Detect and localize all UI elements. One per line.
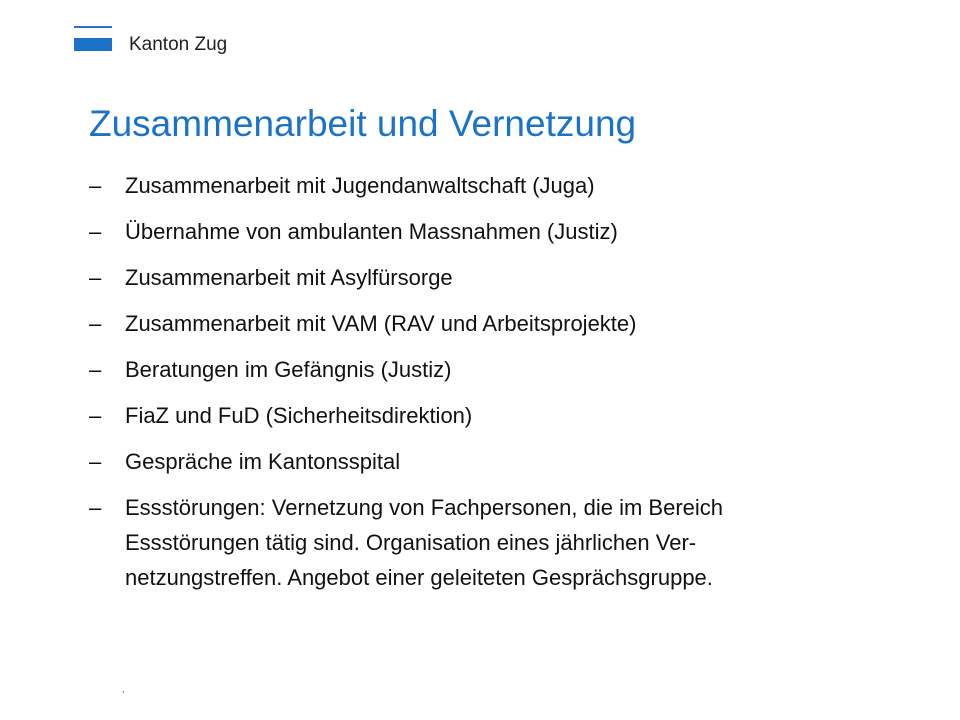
bullet-item — [89, 398, 889, 433]
bullet-item-essstoerungen — [89, 490, 889, 595]
bullet-dash: – — [89, 265, 102, 290]
bullet-text: FiaZ und FuD (Sicherheitsdirektion) — [125, 403, 473, 428]
bullet-text: Gespräche im Kantonsspital — [125, 449, 401, 474]
bullet-dash: – — [89, 219, 102, 244]
bullet-text-line: netzungstreffen. Angebot einer geleiteten Gesprächsgruppe. — [125, 565, 713, 590]
bullet-item — [89, 306, 889, 341]
bullet-text: Beratungen im Gefängnis (Justiz) — [125, 357, 452, 382]
bullet-dash: – — [89, 495, 102, 520]
bullet-dash: – — [89, 357, 102, 382]
bullet-item — [89, 444, 889, 479]
bullet-text-line: Essstörungen tätig sind. Organisation eines jährlichen Ver- — [125, 530, 697, 555]
bullet-text: Zusammenarbeit mit VAM (RAV und Arbeitsprojekte) — [125, 311, 637, 336]
bullet-text: Zusammenarbeit mit Jugendanwaltschaft (Juga) — [125, 173, 595, 198]
bullet-dash: – — [89, 403, 102, 428]
bullet-list — [89, 168, 889, 606]
logo-thin-bar — [74, 26, 112, 28]
footer-mark: , — [122, 684, 125, 694]
bullet-dash: – — [89, 449, 102, 474]
bullet-dash: – — [89, 311, 102, 336]
logo-text: Kanton Zug — [129, 34, 228, 55]
bullet-text: Übernahme von ambulanten Massnahmen (Justiz) — [125, 219, 618, 244]
bullet-item — [89, 168, 889, 203]
bullet-dash: – — [89, 173, 102, 198]
bullet-text: Zusammenarbeit mit Asylfürsorge — [125, 265, 453, 290]
bullet-item — [89, 352, 889, 387]
logo-blue-block — [74, 38, 112, 51]
bullet-item — [89, 260, 889, 295]
bullet-text-line: Essstörungen: Vernetzung von Fachpersonen, die im Bereich — [125, 495, 724, 520]
bullet-item — [89, 214, 889, 249]
slide-title: Zusammenarbeit und Vernetzung — [89, 103, 637, 144]
